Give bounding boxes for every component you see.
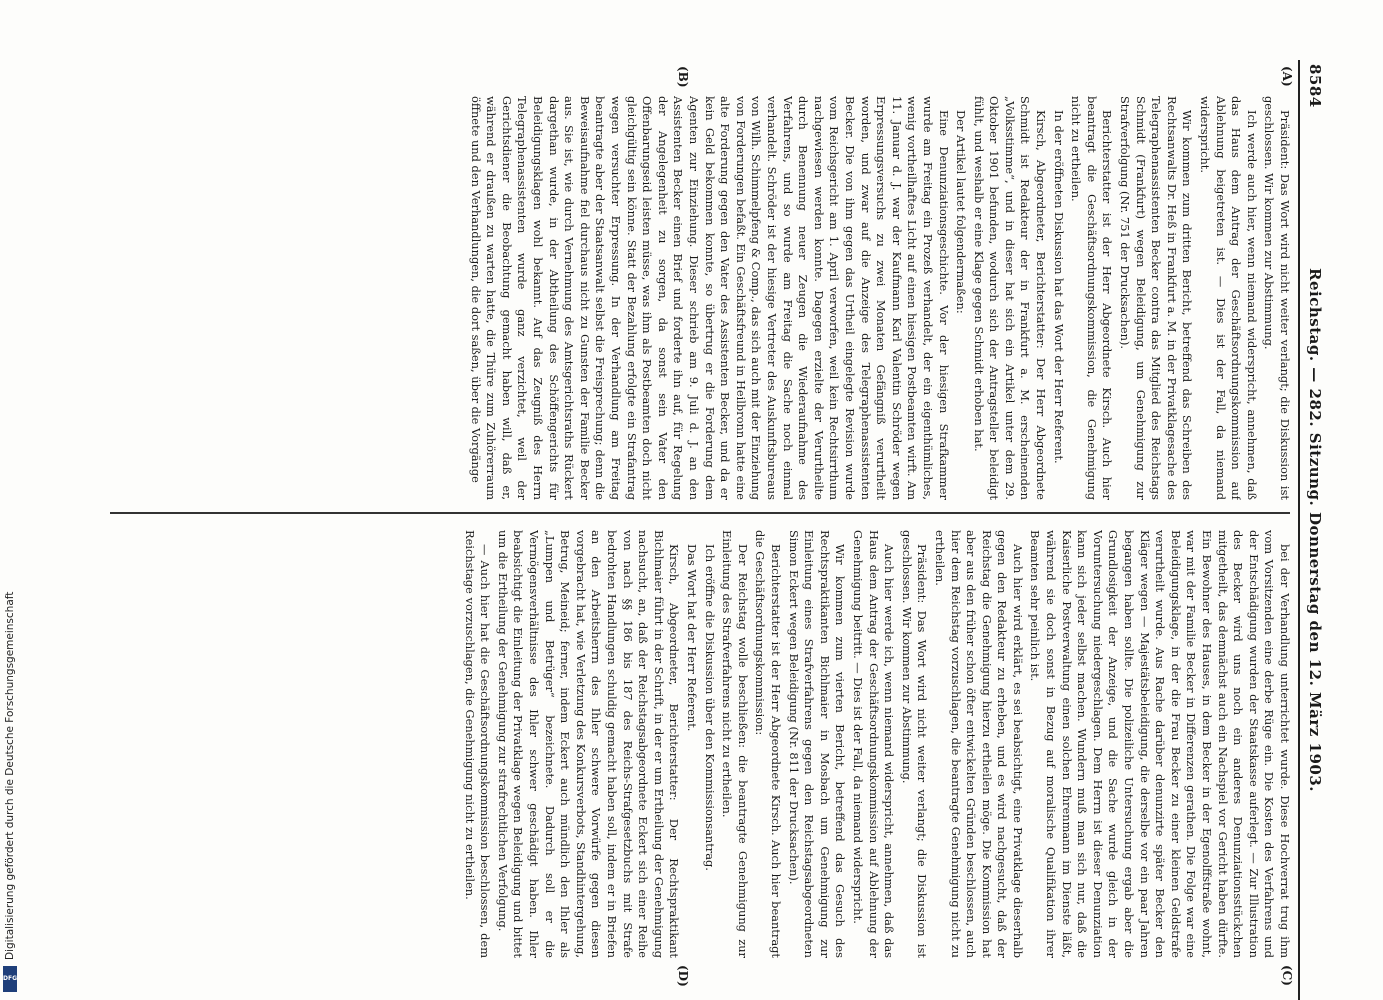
rotated-page-content [50,60,1330,1000]
paragraph: — Auch hier hat die Geschäftsordnungskommission beschlossen, dem Reichstage vorzuschlagen, die Genehmigung nicht zu ertheilen. [462,530,493,958]
paragraph: Ich werde auch hier, wenn niemand widerspricht, annehmen, daß das Haus dem Antrag der Geschäftsordnungskommission auf Ablehnung beigetreten ist. — Dies ist der Fall, da niemand widerspricht. [1198,96,1259,500]
column-divider [110,512,1290,514]
paragraph: Wir kommen zum vierten Bericht, betreffend das Gesuch des Rechtspraktikanten Bichlmaier in Mosbach um Genehmigung zur Einleitung eines Strafverfahrens gegen den Reichstagsabgeordneten Simon Eckert wegen Beleidigung (Nr. 811 der Drucksachen). [786,530,848,958]
paragraph: Ich eröffne die Diskussion über den Kommissionsantrag. [702,544,717,871]
margin-marker-b: (B) [676,66,690,88]
margin-marker-d: (D) [676,965,690,987]
paragraph: Berichterstatter ist der Herr Abgeordnete Kirsch. Auch hier beantragt die Geschäftsordnungskommission, die Genehmigung nicht zu ertheilen. [1069,96,1115,500]
margin-marker-a: (A) [1280,66,1294,87]
paragraph: Der Artikel lautet folgendermaßen: [954,110,969,314]
digitization-credit [4,260,20,960]
paragraph: Auch hier werde ich, wenn niemand widerspricht, annehmen, daß das Haus dem Antrag der Geschäftsordnungskommission auf Ablehnung der Genehmigung beitritt. — Dies ist der Fall, da niemand widerspricht. [850,530,897,958]
paragraph: In der eröffneten Diskussion hat das Wort der Herr Referent. [1051,110,1066,464]
paragraph: Der Reichstag wolle beschließen: die beantragte Genehmigung zur Einleitung des Strafverfahrens nicht zu ertheilen. [720,530,750,958]
paragraph: Auch hier wird erklärt, es sei beabsichtigt, eine Privatklage dieserhalb gegen den Redakteur zu erheben, und es wird nachgesucht, daß der Reichstag die Genehmigung hierzu ertheilen möge. Die Kommission hat aber aus den früher schon öfter entwickelten Gründen beschlossen, auch hier dem Reichstag vorzuschlagen, die beantragte Genehmigung nicht zu ertheilen. [932,530,1025,958]
paragraph: bei der Verhandlung unterrichtet wurde. Diese Hochverrat trug ihm vom Vorsitzenden eine derbe Rüge ein. Die Kosten des Verfahrens und der Entschädigung wurden der Staatskasse auferlegt. — Zur Illustration des Becker wird uns noch ein anderes Denunziationsstückchen mitgetheilt, das demnächst auch ein Nachspiel vor Gericht haben dürfte. Ein Bewohner des Hauses, in dem Becker in der Egenolffstraße wohnt, war mit der Familie Becker in Differenzen gerathen. Die Folge war eine Beleidigungsklage, in der die Frau Becker zu einer kleinen Geldstrafe verurtheilt wurde. Aus Rache darüber denunzirte später Becker den Kläger wegen — Majestätsbeleidigung, die derselbe vor ein paar Jahren begangen haben sollte. Die polizeiliche Untersuchung ergab aber die Grundlosigkeit der Anzeige, und die Sache wurde gleich in der Voruntersuchung niedergeschlagen. Dem Herrn ist dieser Denunziation kann sich jeder selbst machen. Wundern muß man sich nur, daß die Kaiserliche Postverwaltung einen solchen Ehrenmann im Dienste läßt, während sie doch sonst in Bezug auf moralische Qualifikation ihrer Beamten sehr peinlich ist. [1028,530,1292,958]
dfg-logo: DFG [3,966,17,992]
left-column [102,96,1292,500]
paragraph: Wir kommen zum dritten Bericht, betreffend das Schreiben des Rechtsanwalts Dr. Heß in Frankfurt a. M. in der Privatklagesache des Telegraphenassistenten Becker contra das Mitglied des Reichstags Schmidt (Frankfurt) wegen Beleidigung, um Genehmigung zur Strafverfolgung (Nr. 751 der Drucksachen). [1118,96,1195,500]
paragraph: Das Wort hat der Herr Referent. [685,544,700,732]
margin-marker-c: (C) [1280,965,1294,986]
paragraph: Kirsch, Abgeordneter, Berichterstatter: Der Rechtspraktikant Bichlmaier führt in der Schrift, in der er um Ertheilung der Genehmigung nachsucht, an, daß der Reichstagsabgeordnete Eckert sich einer Reihe von nach §§ 186 bis 187 des Reichs-Strafgesetzbuchs mit Strafe bedrohten Handlungen schuldig gemacht haben soll, indem er in Briefen an den Arbeitsherrn des Ihler schwere Vorwürfe gegen diesen vorgebracht hat, wie Verletzung des Konkursverbots, Standhintergehung, Betrug, Meineid; ferner, indem Eckert auch mündlich den Ihler als „Lumpen und Betrüger“ bezeichnete. Dadurch soll er die Vermögensverhältnisse des Ihler schwer geschädigt haben. Ihler beabsichtigt die Einleitung der Privatklage wegen Beleidigung und bittet um die Ertheilung der Genehmigung zur strafrechtlichen Verfolgung. [495,530,682,958]
paragraph: Präsident: Das Wort wird nicht weiter verlangt; die Diskussion ist geschlossen. Wir kommen zur Abstimmung. [899,530,930,958]
paragraph: Präsident: Das Wort wird nicht weiter verlangt; die Diskussion ist geschlossen. Wir kommen zur Abstimmung. [1262,96,1292,500]
digitization-credit-text: Digitalisierung gefördert durch die Deutsche Forschungsgemeinschaft [4,591,16,960]
paragraph: Berichterstatter ist der Herr Abgeordnete Kirsch. Auch hier beantragt die Geschäftsordnungskommission: [753,530,783,958]
page-number: 8584 [1306,64,1324,108]
paragraph: Kirsch, Abgeordneter, Berichterstatter: Der Herr Abgeordnete Schmidt ist Redakteur der in Frankfurt a. M. erscheinenden „Volksstimme“, und in dieser hat sich ein Artikel unter dem 29. Oktober 1901 befunden, wodurch sich der Antragsteller beleidigt fühlt, und weshalb er eine Klage gegen Schmidt erhoben hat. [971,96,1049,500]
page-title: Reichstag. — 282. Sitzung. Donnerstag den 12. März 1903. [1306,268,1324,792]
paragraph: Eine Denunziationsgeschichte. Vor der hiesigen Strafkammer wurde am Freitag ein Prozeß verhandelt, der ein eigenthümliches, wenig vortheilhaftes Licht auf einen hiesigen Postbeamten wirft. Am 11. Januar d. J. war der Kaufmann Karl Valentin Schröder wegen Erpressungsversuchs zu zwei Monaten Gefängniß verurtheilt worden, und zwar auf die Anzeige des Telegraphenassistenten Becker. Die von ihm gegen das Urtheil eingelegte Revision wurde vom Reichsgericht am 1. April verworfen, weil kein Rechtsirrthum nachgewiesen werden konnte. Dagegen erzielte der Verurtheilte durch Benennung neuer Zeugen die Wiederaufnahme des Verfahrens, und so wurde am Freitag die Sache noch einmal verhandelt. Schröder ist der hiesige Vertreter des Auskunftsbureaus von Wilh. Schimmelpfeng & Comp., das sich auch mit der Einziehung von Forderungen befaßt. Ein Geschäftsfreund in Heilbronn hatte eine alte Forderung gegen den Vater des Assistenten Becker, und da er kein Geld bekommen konnte, so übertrug er die Forderung dem Agenten zur Einziehung. Dieser schrieb am 9. Juli d. J. an den Assistenten Becker einen Brief und forderte ihn auf, für Regelung der Angelegenheit zu sorgen, da sonst sein Vater den Offenbarungseid leisten müsse, was ihm als Postbeamten doch nicht gleichgültig sein könne. Statt der Bezahlung erfolgte ein Strafantrag wegen versuchter Erpressung. In der Verhandlung am Freitag beantragte aber der Staatsanwalt selbst die Freisprechung; denn die Beweisaufnahme fiel durchaus nicht zu Gunsten der Familie Becker aus. Sie ist, wie durch Vernehmung des Amtsgerichtsraths Rückert dargethan wurde, in der Abtheilung des Schöffengerichts für Beleidigungsklagen wohl bekannt. Auf das Zeugniß des Herrn Telegraphenassistenten wurde ganz verzichtet, weil der Gerichtsdiener die Beobachtung gemacht haben will, daß er, während er draußen zu warten hatte, die Thüre zum Zuhörerraum öffnete und den Verhandlungen, die dort saßen, über die Vorgänge [468,96,951,500]
page-header [1298,60,1330,1000]
right-column [102,530,1292,958]
